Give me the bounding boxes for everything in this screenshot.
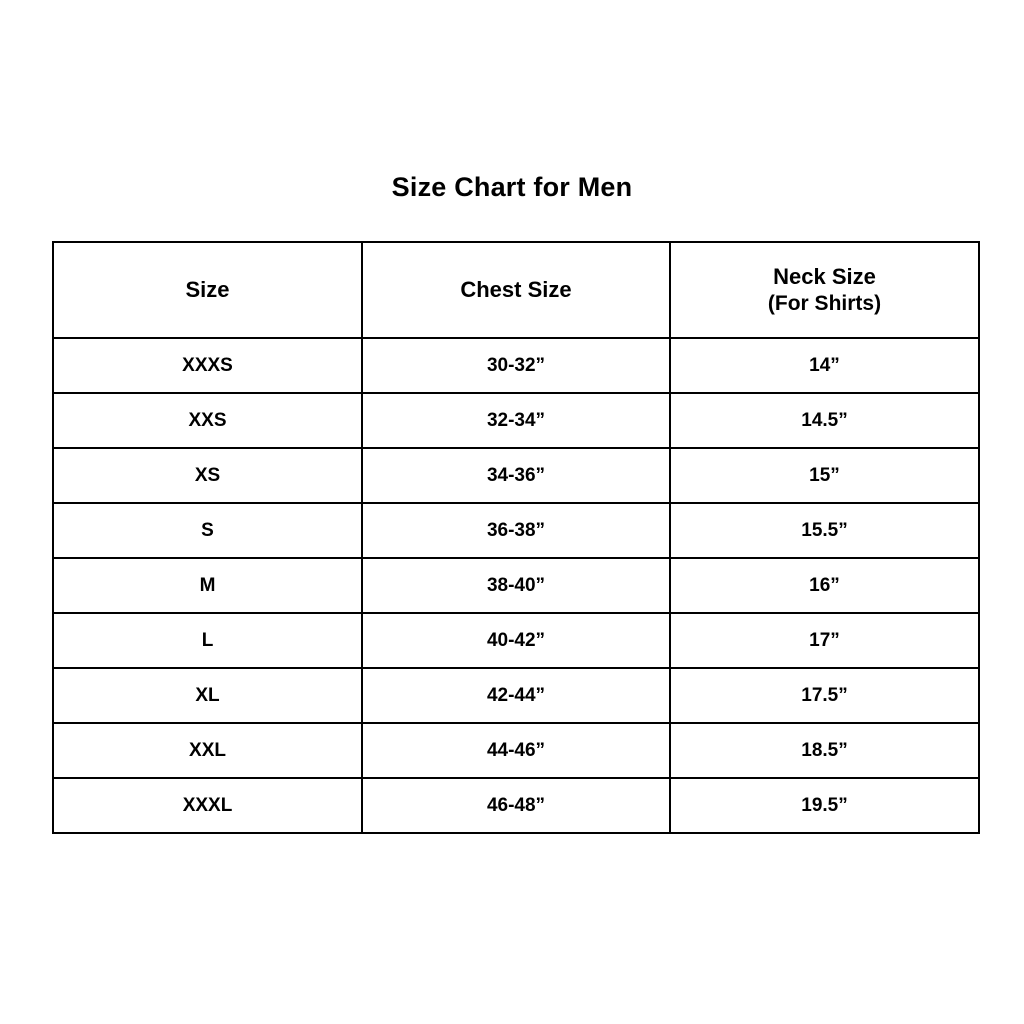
table-row [53,668,979,723]
cell-chest: 34-36” [362,448,670,503]
cell-size: L [53,613,362,668]
table-row [53,503,979,558]
cell-size: XXXS [53,338,362,393]
column-header-neck [670,242,979,338]
cell-neck: 15” [670,448,979,503]
cell-chest: 44-46” [362,723,670,778]
table-row [53,778,979,833]
cell-chest: 40-42” [362,613,670,668]
cell-chest: 30-32” [362,338,670,393]
column-header-chest [362,242,670,338]
cell-size: S [53,503,362,558]
table-row [53,393,979,448]
table-row [53,338,979,393]
cell-chest: 38-40” [362,558,670,613]
cell-size: XXS [53,393,362,448]
table-row [53,558,979,613]
cell-chest: 36-38” [362,503,670,558]
table-row [53,723,979,778]
cell-chest: 32-34” [362,393,670,448]
table-row [53,448,979,503]
cell-neck: 19.5” [670,778,979,833]
cell-size: XS [53,448,362,503]
table-row [53,613,979,668]
cell-size: M [53,558,362,613]
cell-neck: 16” [670,558,979,613]
table-body [53,338,979,833]
column-header-size-label: Size [185,277,230,303]
cell-size: XL [53,668,362,723]
size-chart-table [52,241,980,834]
cell-neck: 14” [670,338,979,393]
cell-neck: 15.5” [670,503,979,558]
cell-chest: 46-48” [362,778,670,833]
page-title: Size Chart for Men [391,172,633,202]
column-header-neck-label: Neck Size [773,264,876,290]
column-header-chest-label: Chest Size [460,277,572,303]
cell-neck: 17.5” [670,668,979,723]
table-header [53,242,979,338]
cell-neck: 18.5” [670,723,979,778]
table-header-row [53,242,979,338]
cell-size: XXL [53,723,362,778]
cell-chest: 42-44” [362,668,670,723]
cell-size: XXXL [53,778,362,833]
cell-neck: 14.5” [670,393,979,448]
column-header-neck-sublabel: (For Shirts) [767,291,882,315]
cell-neck: 17” [670,613,979,668]
column-header-size [53,242,362,338]
